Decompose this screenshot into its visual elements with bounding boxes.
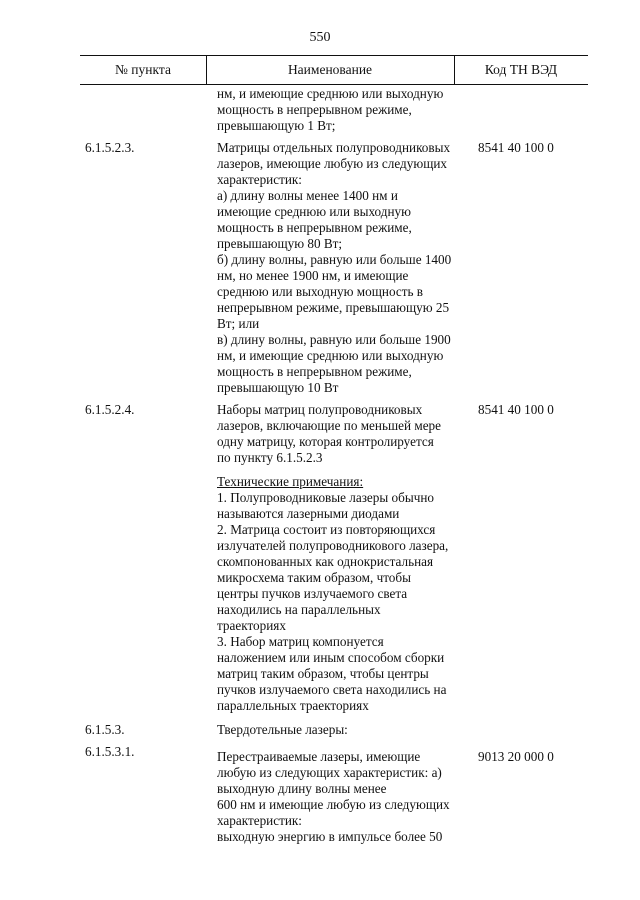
note-line: находились на параллельных: [217, 602, 381, 617]
note-line: параллельных траекториях: [217, 698, 369, 713]
table-row: [0, 140, 640, 396]
item-code: 8541 40 100 0: [478, 402, 554, 417]
note-line: скомпонованных как однокристальная: [217, 554, 434, 569]
item-number: 6.1.5.2.3.: [85, 140, 135, 155]
description-line: превышающую 1 Вт;: [217, 118, 336, 133]
page-number: 550: [309, 30, 331, 45]
item-code: 9013 20 000 0: [478, 749, 554, 764]
description-line: Наборы матриц полупроводниковых: [217, 402, 423, 417]
description-line: мощность в непрерывном режиме,: [217, 220, 412, 235]
description-line: одну матрицу, которая контролируется: [217, 434, 434, 449]
item-code: 8541 40 100 0: [478, 140, 554, 155]
item-description: [217, 722, 475, 738]
description-line: лазеров, имеющие любую из следующих: [217, 156, 447, 171]
table-body: [0, 84, 640, 845]
note-line: матриц таким образом, чтобы центры: [217, 666, 429, 681]
description-line: любую из следующих характеристик: а): [217, 765, 442, 780]
description-line: нм, но менее 1900 нм, и имеющие: [217, 268, 409, 283]
description-line: выходную энергию в импульсе более 50: [217, 829, 443, 844]
description-line: характеристик:: [217, 813, 302, 828]
note-line: траекториях: [217, 618, 286, 633]
table-row: [0, 744, 640, 845]
description-line: а) длину волны менее 1400 нм и: [217, 188, 398, 203]
header-name: Наименование: [287, 62, 373, 77]
item-number: 6.1.5.3.: [85, 722, 125, 737]
item-description: [217, 402, 475, 714]
note-line: 2. Матрица состоит из повторяющихся: [217, 522, 436, 537]
description-line: нм, и имеющие среднюю или выходную: [217, 86, 444, 101]
header-item-number: № пункта: [115, 62, 171, 77]
item-description: [217, 140, 475, 396]
description-line: выходную длину волны менее: [217, 781, 387, 796]
description-line: Матрицы отдельных полупроводниковых: [217, 140, 451, 155]
table-header: [80, 55, 588, 85]
description-line: среднюю или выходную мощность в: [217, 284, 424, 299]
header-tnved-code: Код ТН ВЭД: [484, 62, 558, 77]
description-line: непрерывном режиме, превышающую 25: [217, 300, 450, 315]
description-line: Вт; или: [217, 316, 260, 331]
note-line: наложением или иным способом сборки: [217, 650, 445, 665]
item-description: [217, 744, 475, 845]
description-line: мощность в непрерывном режиме,: [217, 364, 412, 379]
note-line: 1. Полупроводниковые лазеры обычно: [217, 490, 434, 505]
description-line: по пункту 6.1.5.2.3: [217, 450, 323, 465]
note-line: пучков излучаемого света находились на: [217, 682, 447, 697]
note-line: излучателей полупроводникового лазера,: [217, 538, 449, 553]
note-line: центры пучков излучаемого света: [217, 586, 408, 601]
note-line: 3. Набор матриц компонуется: [217, 634, 384, 649]
description-line: нм, и имеющие среднюю или выходную: [217, 348, 444, 363]
item-number: 6.1.5.2.4.: [85, 402, 135, 417]
description-line: характеристик:: [217, 172, 302, 187]
table-row: [0, 402, 640, 714]
description-line: имеющие среднюю или выходную: [217, 204, 411, 219]
description-line: превышающую 80 Вт;: [217, 236, 343, 251]
technical-notes-title: Технические примечания:: [217, 474, 364, 489]
description-line: Твердотельные лазеры:: [217, 722, 348, 737]
description-line: превышающую 10 Вт: [217, 380, 339, 395]
description-line: 600 нм и имеющие любую из следующих: [217, 797, 450, 812]
description-line: мощность в непрерывном режиме,: [217, 102, 412, 117]
description-line: в) длину волны, равную или больше 1900: [217, 332, 451, 347]
description-line: Перестраиваемые лазеры, имеющие: [217, 749, 421, 764]
description-line: лазеров, включающие по меньшей мере: [217, 418, 441, 433]
note-line: микросхема таким образом, чтобы: [217, 570, 411, 585]
note-line: называются лазерными диодами: [217, 506, 400, 521]
item-number: 6.1.5.3.1.: [85, 744, 135, 759]
item-description: [217, 86, 475, 134]
description-line: б) длину волны, равную или больше 1400: [217, 252, 452, 267]
table-row: [0, 722, 640, 738]
table-row: [0, 86, 640, 134]
